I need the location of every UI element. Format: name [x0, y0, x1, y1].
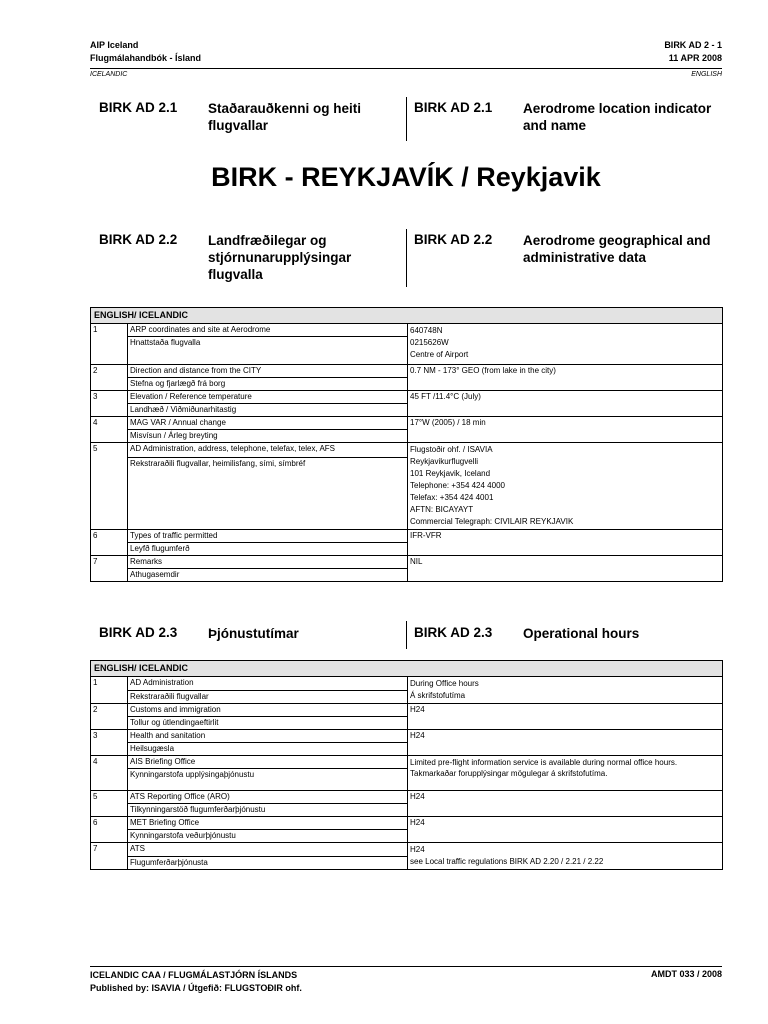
row-label-is: Landhæð / Viðmiðunarhitastig — [128, 404, 408, 417]
language-label-left: ICELANDIC — [90, 71, 128, 78]
row-number: 5 — [91, 791, 128, 817]
row-label-en: AD Administration — [128, 677, 408, 691]
page-date: 11 APR 2008 — [668, 53, 722, 63]
value-line: 640748N — [410, 326, 443, 335]
footer-left — [90, 969, 302, 995]
row-label-is: Kynningarstofa upplýsingaþjónustu — [128, 769, 408, 791]
section-divider — [406, 229, 407, 287]
footer-publisher: Published by: ISAVIA / Útgefið: FLUGSTOÐIR ohf. — [90, 983, 302, 993]
row-label-en: Elevation / Reference temperature — [128, 391, 408, 404]
value-line: Flugstoðir ohf. / ISAVIA — [410, 445, 493, 454]
value-line: Á skrifstofutíma — [410, 691, 466, 700]
table-row — [91, 756, 723, 769]
row-number: 6 — [91, 530, 128, 556]
section-ad23-heading — [90, 621, 722, 649]
table-row — [91, 365, 723, 378]
section-ad22-heading — [90, 229, 722, 287]
row-value: 17°W (2005) / 18 min — [408, 417, 723, 443]
table-row — [91, 530, 723, 543]
header-publication-is: Flugmálahandbók - Ísland — [90, 53, 202, 63]
table-row — [91, 817, 723, 830]
section-title-en: Aerodrome geographical and administrative data — [523, 233, 711, 265]
table-row — [91, 704, 723, 717]
row-value: H24 — [408, 704, 723, 730]
table-row — [91, 791, 723, 804]
table-row — [91, 391, 723, 404]
row-label-is: Rekstraraðili flugvallar, heimilisfang, sími, símbréf — [128, 458, 408, 530]
table-header: ENGLISH/ ICELANDIC — [91, 308, 723, 324]
row-label-en: MAG VAR / Annual change — [128, 417, 408, 430]
row-number: 2 — [91, 704, 128, 730]
value-line: Telefax: +354 424 4001 — [410, 493, 494, 502]
row-number: 4 — [91, 756, 128, 791]
row-value — [408, 843, 723, 870]
row-label-en: ARP coordinates and site at Aerodrome — [128, 324, 408, 337]
value-line: 0215626W — [410, 338, 449, 347]
row-value: 0.7 NM - 173° GEO (from lake in the city) — [408, 365, 723, 391]
footer-authority: ICELANDIC CAA / FLUGMÁLASTJÓRN ÍSLANDS — [90, 970, 298, 980]
section-title-is: Þjónustutímar — [208, 626, 299, 641]
row-label-en: AD Administration, address, telephone, telefax, telex, AFS — [128, 443, 408, 458]
section-number-en: BIRK AD 2.1 — [414, 100, 493, 115]
row-number: 3 — [91, 730, 128, 756]
table-row — [91, 677, 723, 691]
footer-divider — [90, 966, 722, 967]
row-label-is: Flugumferðarþjónusta — [128, 856, 408, 870]
row-label-is: Leyfð flugumferð — [128, 543, 408, 556]
section-number-is: BIRK AD 2.2 — [99, 232, 178, 247]
row-value: NIL — [408, 556, 723, 582]
page-title: BIRK - REYKJAVÍK / Reykjavik — [211, 162, 601, 192]
row-label-en: AIS Briefing Office — [128, 756, 408, 769]
aerodrome-data-table — [90, 307, 723, 582]
table-header: ENGLISH/ ICELANDIC — [91, 661, 723, 677]
row-number: 2 — [91, 365, 128, 391]
row-label-en: Types of traffic permitted — [128, 530, 408, 543]
section-number-is: BIRK AD 2.3 — [99, 625, 178, 640]
value-line: During Office hours — [410, 679, 479, 688]
table-row — [91, 730, 723, 743]
row-value: IFR-VFR — [408, 530, 723, 556]
row-label-is: Athugasemdir — [128, 569, 408, 582]
table-row — [91, 417, 723, 430]
page-id: BIRK AD 2 - 1 — [664, 40, 722, 50]
value-line: 101 Reykjavik, Iceland — [410, 469, 491, 478]
row-label-en: Direction and distance from the CITY — [128, 365, 408, 378]
value-line: Commercial Telegraph: CIVILAIR REYKJAVIK — [410, 517, 574, 526]
section-ad21-heading — [90, 97, 722, 141]
section-title-is: Landfræðilegar og stjórnunarupplýsingar flugvalla — [208, 233, 352, 282]
row-label-en: MET Briefing Office — [128, 817, 408, 830]
row-number: 7 — [91, 556, 128, 582]
amendment-number: AMDT 033 / 2008 — [650, 969, 722, 979]
row-number: 4 — [91, 417, 128, 443]
row-number: 5 — [91, 443, 128, 530]
table-row — [91, 443, 723, 458]
row-label-is: Hnattstaða flugvalla — [128, 337, 408, 365]
row-label-is: Stefna og fjarlægð frá borg — [128, 378, 408, 391]
row-label-is: Tollur og útlendingaeftirlit — [128, 717, 408, 730]
header-divider — [90, 68, 722, 69]
section-divider — [406, 97, 407, 141]
row-value — [408, 677, 723, 704]
row-number: 6 — [91, 817, 128, 843]
header-publication: AIP Iceland — [90, 40, 139, 50]
table-row — [91, 324, 723, 337]
row-label-en: Customs and immigration — [128, 704, 408, 717]
value-line: Limited pre-flight information service is available during normal office hours. — [410, 758, 678, 767]
row-value: H24 — [408, 817, 723, 843]
table-row — [91, 843, 723, 857]
value-line: Takmarkaðar forupplýsingar mögulegar á skrifstofutíma. — [410, 769, 608, 778]
value-line: H24 — [410, 845, 425, 854]
row-label-en: ATS — [128, 843, 408, 857]
value-line: Centre of Airport — [410, 350, 469, 359]
row-value: H24 — [408, 791, 723, 817]
row-value: H24 — [408, 730, 723, 756]
section-title-is: Staðarauðkenni og heiti flugvallar — [208, 101, 362, 133]
value-line: Telephone: +354 424 4000 — [410, 481, 505, 490]
row-label-en: Remarks — [128, 556, 408, 569]
row-label-en: Health and sanitation — [128, 730, 408, 743]
header-right — [664, 39, 722, 65]
row-label-is: Rekstraraðili flugvallar — [128, 690, 408, 704]
row-number: 1 — [91, 324, 128, 365]
section-number-is: BIRK AD 2.1 — [99, 100, 178, 115]
row-label-is: Kynningarstofa veðurþjónustu — [128, 830, 408, 843]
value-line: AFTN: BICAYAYT — [410, 505, 474, 514]
section-number-en: BIRK AD 2.3 — [414, 625, 493, 640]
table-row — [91, 556, 723, 569]
row-number: 1 — [91, 677, 128, 704]
section-number-en: BIRK AD 2.2 — [414, 232, 493, 247]
row-value — [408, 756, 723, 791]
row-value: 45 FT /11.4°C (July) — [408, 391, 723, 417]
language-label-right: ENGLISH — [691, 71, 722, 78]
value-line: Reykjavikurflugvelli — [410, 457, 479, 466]
row-label-is: Misvísun / Árleg breyting — [128, 430, 408, 443]
row-value — [408, 443, 723, 530]
row-number: 3 — [91, 391, 128, 417]
section-title-en: Aerodrome location indicator and name — [523, 101, 712, 133]
row-value — [408, 324, 723, 365]
value-line: see Local traffic regulations BIRK AD 2.20 / 2.21 / 2.22 — [410, 857, 604, 866]
section-title-en: Operational hours — [523, 626, 640, 641]
row-number: 7 — [91, 843, 128, 870]
row-label-is: Tilkynningarstöð flugumferðarþjónustu — [128, 804, 408, 817]
header-left — [90, 39, 201, 65]
section-divider — [406, 621, 407, 649]
row-label-en: ATS Reporting Office (ARO) — [128, 791, 408, 804]
operational-hours-table — [90, 660, 723, 870]
row-label-is: Heilsugæsla — [128, 743, 408, 756]
